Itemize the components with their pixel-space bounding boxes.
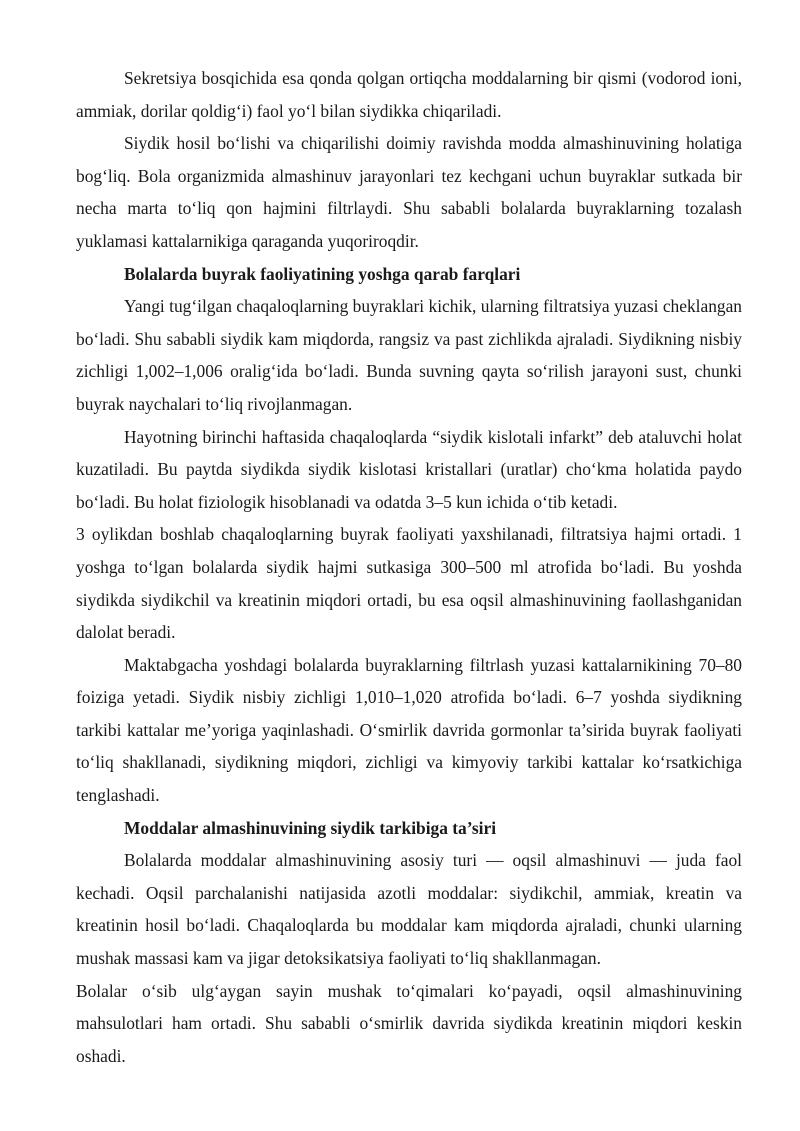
paragraph-urine-formation: Siydik hosil bo‘lishi va chiqarilishi doimiy ravishda modda almashinuvining holatiga bog‘liq. Bola organizmida almashinuv jarayonlari tez kechgani uchun buyraklar sutkada bir necha marta to‘liq qon hajmini filtrlaydi. Shu sababli bolalarda buyraklarning tozalash yuklamasi kattalarnikiga qaraganda yuqoriroqdir. (76, 133, 742, 251)
section-heading-age-differences: Bolalarda buyrak faoliyatining yoshga qarab farqlari (124, 263, 521, 284)
section-heading-metabolism: Moddalar almashinuvining siydik tarkibiga ta’siri (124, 817, 497, 838)
paragraph-protein-metabolism: Bolalarda moddalar almashinuvining asosiy turi — oqsil almashinuvi — juda faol kechadi. Oqsil parchalanishi natijasida azotli moddalar: siydikchil, ammiak, kreatin va kreatinin hosil bo‘ladi. Chaqaloqlarda bu moddalar kam miqdorda ajraladi, chunki ularning mushak massasi kam va jigar detoksikatsiya faoliyati to‘liq shakllanmagan. (76, 850, 742, 969)
paragraph-secretion: Sekretsiya bosqichida esa qonda qolgan ortiqcha moddalarning bir qismi (vodorod ioni, ammiak, dorilar qoldig‘i) faol yo‘l bilan siydikka chiqariladi. (76, 68, 742, 121)
paragraph-three-months: 3 oylikdan boshlab chaqaloqlarning buyrak faoliyati yaxshilanadi, filtratsiya hajmi ortadi. 1 yoshga to‘lgan bolalarda siydik hajmi sutkasiga 300–500 ml atrofida bo‘ladi. Bu yoshda siydikda siydikchil va kreatinin miqdori ortadi, bu esa oqsil almashinuvining faollashganidan dalolat beradi. (76, 524, 742, 643)
paragraph-growth-creatinine: Bolalar o‘sib ulg‘aygan sayin mushak to‘qimalari ko‘payadi, oqsil almashinuvining mahsulotlari ham ortadi. Shu sababli o‘smirlik davrida siydikda kreatinin miqdori keskin oshadi. (76, 980, 742, 1066)
document-page (76, 62, 742, 1072)
paragraph-newborn-kidneys: Yangi tug‘ilgan chaqaloqlarning buyraklari kichik, ularning filtratsiya yuzasi cheklangan bo‘ladi. Shu sababli siydik kam miqdorda, rangsiz va past zichlikda ajraladi. Siydikning nisbiy zichligi 1,002–1,006 oralig‘ida bo‘ladi. Bunda suvning qayta so‘rilish jarayoni sust, chunki buyrak naychalari to‘liq rivojlanmagan. (76, 296, 742, 414)
paragraph-uric-acid-infarct: Hayotning birinchi haftasida chaqaloqlarda “siydik kislotali infarkt” deb ataluvchi holat kuzatiladi. Bu paytda siydikda siydik kislotasi kristallari (uratlar) cho‘kma holatida paydo bo‘ladi. Bu holat fiziologik hisoblanadi va odatda 3–5 kun ichida o‘tib ketadi. (76, 426, 742, 512)
paragraph-preschool: Maktabgacha yoshdagi bolalarda buyraklarning filtrlash yuzasi kattalarnikining 70–80 foiziga yetadi. Siydik nisbiy zichligi 1,010–1,020 atrofida bo‘ladi. 6–7 yoshda siydikning tarkibi kattalar me’yoriga yaqinlashadi. O‘smirlik davrida gormonlar ta’sirida buyrak faoliyati to‘liq shakllanadi, siydikning miqdori, zichligi va kimyoviy tarkibi kattalar ko‘rsatkichiga tenglashadi. (76, 654, 742, 806)
